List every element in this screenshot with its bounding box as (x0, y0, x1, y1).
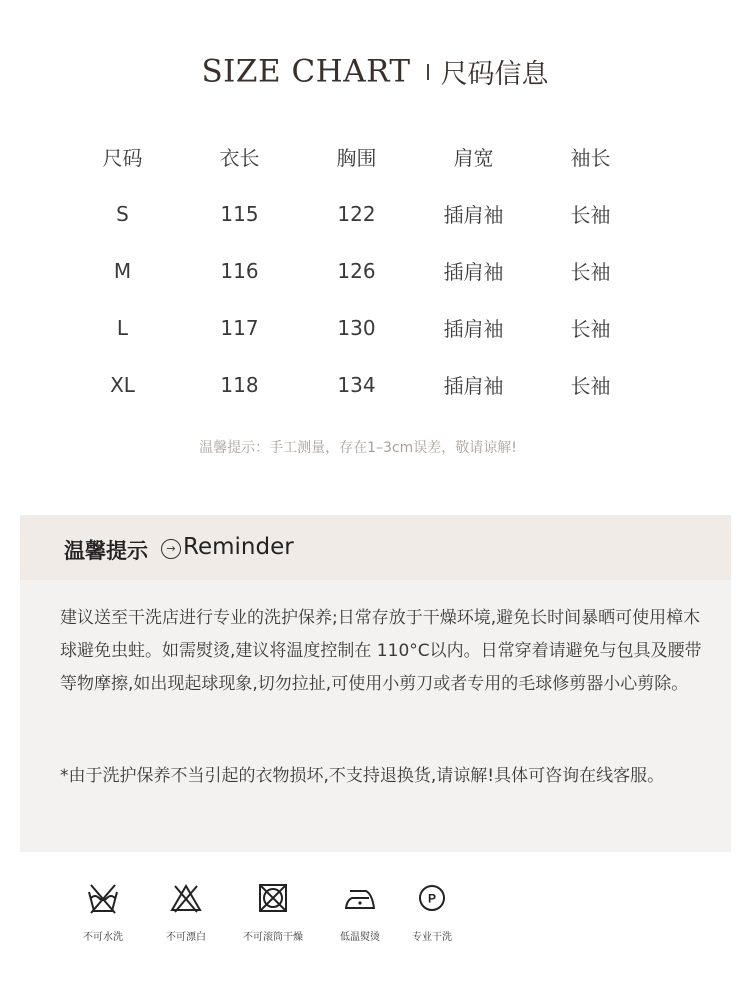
page-title (0, 52, 750, 91)
table-cell: 117 (220, 315, 259, 340)
table-cell: S (116, 201, 129, 226)
table-cell: 长袖 (570, 317, 611, 341)
care-paragraph: 建议送至干洗店进行专业的洗护保养;日常存放于干燥环境,避免长时间暴晒可使用樟木球避免虫蛀。如需熨烫,建议将温度控制在 110°C以内。日常穿着请避免与包具及腰带等物摩擦,如出现起球现象,切勿拉扯,可使用小剪刀或者专用的毛球修剪器小心剪除。 (60, 608, 702, 694)
table-row (64, 299, 649, 356)
care-label: 专业干洗 (412, 932, 452, 943)
title-chinese: 尺码信息 (440, 59, 549, 90)
table-cell: XL (110, 372, 135, 397)
table-cell: 插肩袖 (443, 374, 504, 398)
measurement-note: 温馨提示：手工测量，存在1–3cm误差，敬请谅解! (199, 440, 517, 456)
table-cell: 134 (337, 372, 376, 397)
reminder-body (20, 580, 731, 852)
header-cell: 袖长 (570, 146, 611, 170)
no-wash-icon (85, 880, 121, 916)
table-cell: 116 (220, 258, 259, 283)
care-item-dry-clean (397, 880, 467, 943)
table-cell: 长袖 (570, 260, 611, 284)
care-item-no-wash (68, 880, 138, 943)
header-cell: 肩宽 (453, 146, 494, 170)
size-table (64, 128, 649, 413)
table-cell: 长袖 (570, 374, 611, 398)
care-label: 不可漂白 (166, 932, 206, 943)
table-row (64, 242, 649, 299)
no-tumble-dry-icon (255, 880, 291, 916)
arrow-circle-icon: → (161, 539, 181, 559)
care-item-low-iron (325, 880, 395, 943)
return-policy-paragraph: *由于洗护保养不当引起的衣物损坏,不支持退换货,请谅解!具体可咨询在线客服。 (60, 766, 665, 786)
svg-text:P: P (427, 891, 437, 906)
table-cell: 长袖 (570, 203, 611, 227)
title-divider (427, 64, 429, 80)
table-cell: 115 (220, 201, 259, 226)
header-cell: 胸围 (336, 146, 377, 170)
table-cell: 118 (220, 372, 259, 397)
title-english: SIZE CHART (201, 53, 411, 90)
table-cell: 126 (337, 258, 376, 283)
table-row (64, 185, 649, 242)
table-cell: 122 (337, 201, 376, 226)
reminder-title-cn: 温馨提示 (64, 539, 148, 563)
care-item-no-bleach (151, 880, 221, 943)
table-cell: 插肩袖 (443, 317, 504, 341)
table-cell: 130 (337, 315, 376, 340)
header-cell: 尺码 (102, 146, 143, 170)
care-label: 低温熨烫 (340, 932, 380, 943)
table-cell: L (116, 315, 129, 340)
table-cell: M (113, 258, 132, 283)
dry-clean-icon (414, 880, 450, 916)
no-bleach-icon (168, 880, 204, 916)
table-cell: 插肩袖 (443, 260, 504, 284)
reminder-header (20, 515, 731, 580)
table-cell: 插肩袖 (443, 203, 504, 227)
care-label: 不可水洗 (83, 932, 123, 943)
reminder-title-en: Reminder (183, 534, 294, 560)
header-cell: 衣长 (219, 146, 260, 170)
care-label: 不可滚筒干燥 (243, 932, 303, 943)
low-iron-icon (342, 880, 378, 916)
table-row (64, 356, 649, 413)
care-item-no-tumble-dry (238, 880, 308, 943)
table-header-row (64, 128, 649, 185)
